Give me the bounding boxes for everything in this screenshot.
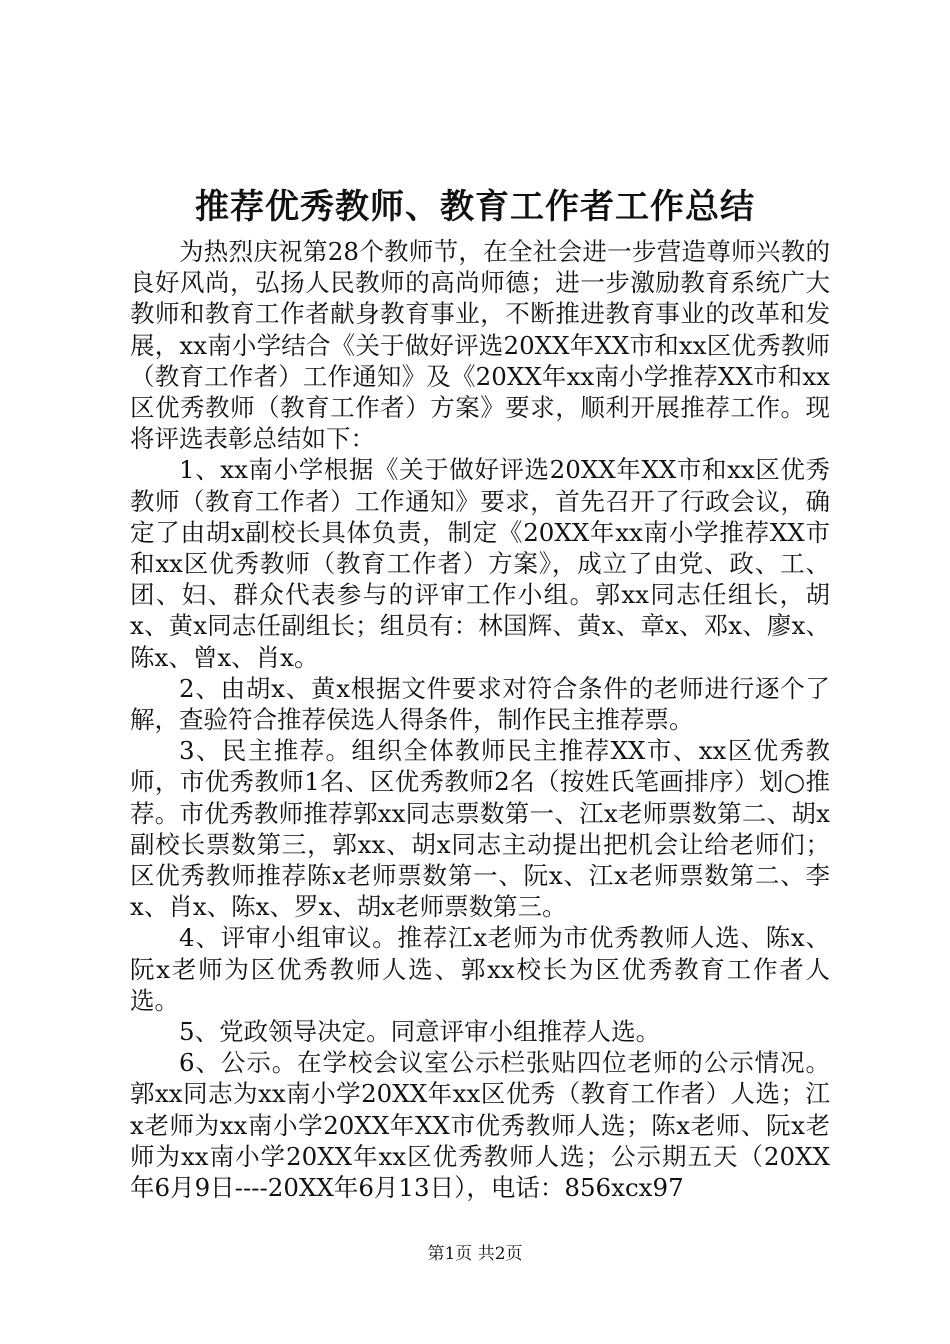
paragraph-item-4: 4、评审小组审议。推荐江x老师为市优秀教师人选、陈x、阮x老师为区优秀教师人选、郭xx校长为区优秀教育工作者人选。 — [130, 923, 830, 1015]
paragraph-item-1: 1、xx南小学根据《关于做好评选20XX年XX市和xx区优秀教师（教育工作者）工作通知》要求，首先召开了行政会议，确定了由胡x副校长具体负责，制定《20XX年xx南小学推荐XX市和xx区优秀教师（教育工作者）方案》，成立了由党、政、工、团、妇、群众代表参与的评审工作小组。郭xx同志任组长，胡x、黄x同志任副组长；组员有：林国辉、黄x、章x、邓x、廖x、陈x、曾x、肖x。 — [130, 455, 830, 672]
paragraph-intro: 为热烈庆祝第28个教师节，在全社会进一步营造尊师兴教的良好风尚，弘扬人民教师的高尚师德；进一步激励教育系统广大教师和教育工作者献身教育事业，不断推进教育事业的改革和发展，xx南小学结合《关于做好评选20XX年XX市和xx区优秀教师（教育工作者）工作通知》及《20XX年xx南小学推荐XX市和xx区优秀教师（教育工作者）方案》要求，顺利开展推荐工作。现将评选表彰总结如下： — [130, 237, 830, 454]
paragraph-item-5: 5、党政领导决定。同意评审小组推荐人选。 — [179, 1017, 661, 1047]
document-title: 推荐优秀教师、教育工作者工作总结 — [195, 187, 755, 227]
page-number-footer: 第1页 共2页 — [427, 1244, 523, 1264]
paragraph-item-2: 2、由胡x、黄x根据文件要求对符合条件的老师进行逐个了解，查验符合推荐侯选人得条件，制作民主推荐票。 — [130, 673, 830, 735]
document-body — [130, 236, 830, 1203]
paragraph-item-3: 3、民主推荐。组织全体教师民主推荐XX市、xx区优秀教师，市优秀教师1名、区优秀教师2名（按姓氏笔画排序）划○推荐。市优秀教师推荐郭xx同志票数第一、江x老师票数第二、胡x副校长票数第三，郭xx、胡x同志主动提出把机会让给老师们；区优秀教师推荐陈x老师票数第一、阮x、江x老师票数第二、李x、肖x、陈x、罗x、胡x老师票数第三。 — [130, 736, 830, 922]
paragraph-item-6: 6、公示。在学校会议室公示栏张贴四位老师的公示情况。郭xx同志为xx南小学20XX年xx区优秀（教育工作者）人选；江x老师为xx南小学20XX年XX市优秀教师人选；陈x老师、阮x老师为xx南小学20XX年xx区优秀教师人选；公示期五天（20XX年6月9日----20XX年6月13日），电话：856xcx97 — [130, 1048, 830, 1203]
